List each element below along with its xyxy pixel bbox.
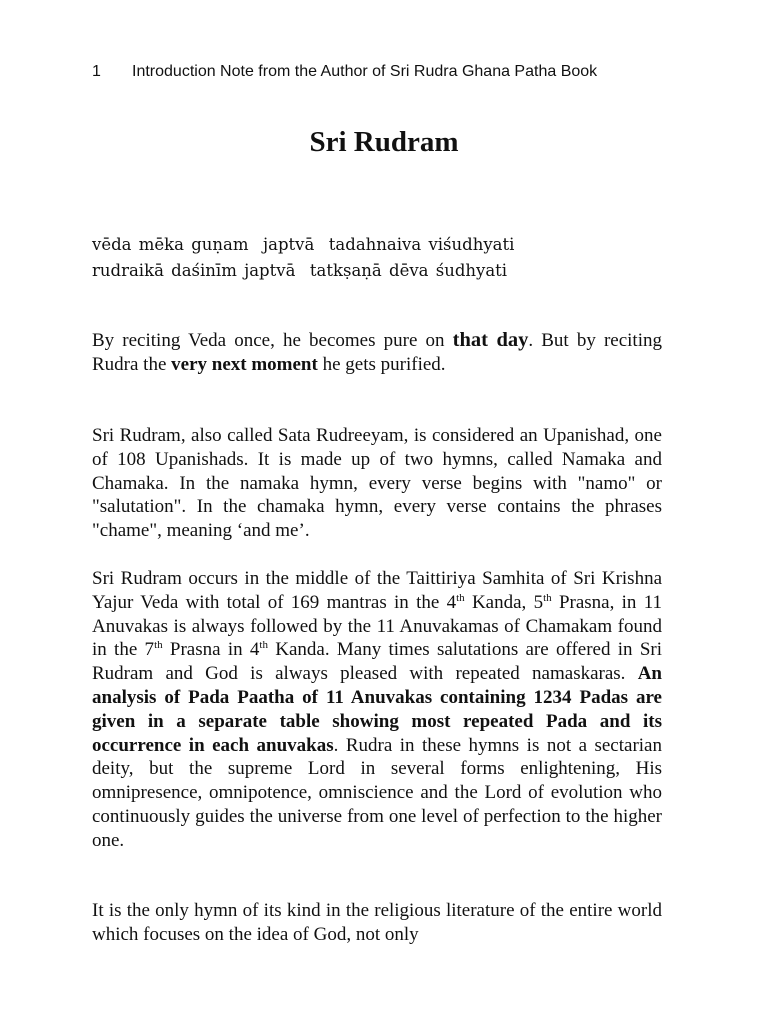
text-run: Kanda. Many times salutations are offered in Sri Rudram and God is always pleased with repeated namaskaras. [92, 639, 663, 685]
text-run: . [304, 520, 310, 542]
page-title: Sri Rudram [309, 126, 459, 158]
text-run: . But by reciting Rudra the [92, 330, 662, 375]
ordinal-superscript: th [154, 639, 163, 652]
text-run: It is the only hymn of its kind in the religious literature of the entire world which focuses on the idea of God, not only [92, 900, 662, 945]
text-run: . Rudra in these hymns is not a sectarian deity, but the supreme Lord in several forms enlightening, His omnipresence, omnipotence, omniscience and the Lord of evolution who continuously guides the universe from one level of perfection to the higher one. [92, 734, 662, 851]
text-run: the phrases "chame", meaning ‘and me’ [92, 496, 662, 542]
ordinal-superscript: th [456, 591, 465, 604]
text-run: Sri Rudram occurs in the middle of the Taittiriya Samhita of Sri Krishna Yajur Veda with total of 169 mantras in the 4 [92, 568, 662, 613]
page-number: 1 [92, 63, 101, 80]
sanskrit-verse [92, 232, 514, 284]
text-run: Prasna in 4 [162, 639, 260, 661]
ordinal-superscript: th [259, 639, 268, 652]
text-run: By reciting Veda once, he becomes pure on [92, 330, 453, 351]
ordinal-superscript: th [543, 591, 552, 604]
text-run: Prasna, in 11 Anuvakas is always followed by the 11 Anuvakamas of Chamakam found in the 7 [92, 591, 662, 661]
running-header [92, 62, 692, 82]
running-title: Introduction Note from the Author of Sri Rudra Ghana Patha Book [132, 63, 598, 80]
paragraph-uniqueness [92, 899, 662, 947]
verse-line-2: rudraikā daśinīm japtvā tatkṣaṇā dēva śudhyati [92, 261, 508, 280]
verse-line-1: vēda mēka guṇam japtvā tadahnaiva viśudhyati [92, 235, 515, 254]
emphasis-text: very next moment [171, 353, 318, 375]
emphasis-text: An analysis of Pada Paatha of 11 Anuvakas containing 1234 Padas are given in a separate table showing most repeated Pada and its occurrence in each anuvakas [92, 663, 662, 756]
paragraph-structure [92, 567, 662, 853]
paragraph-translation [92, 329, 662, 377]
text-run: Kanda, 5 [464, 591, 544, 613]
paragraph-intro [92, 424, 662, 543]
text-run: Sri Rudram, also called Sata Rudreeyam, is considered an Upanishad, one of 108 Upanishads. It is made up of two hymns, called Namaka and Chamaka. In the namaka hymn, every verse begins with "namo" or "salutation". In the chamaka hymn, every verse contains [92, 425, 662, 518]
text-run: he gets purified. [317, 353, 446, 375]
emphasis-text: that day [452, 329, 529, 351]
